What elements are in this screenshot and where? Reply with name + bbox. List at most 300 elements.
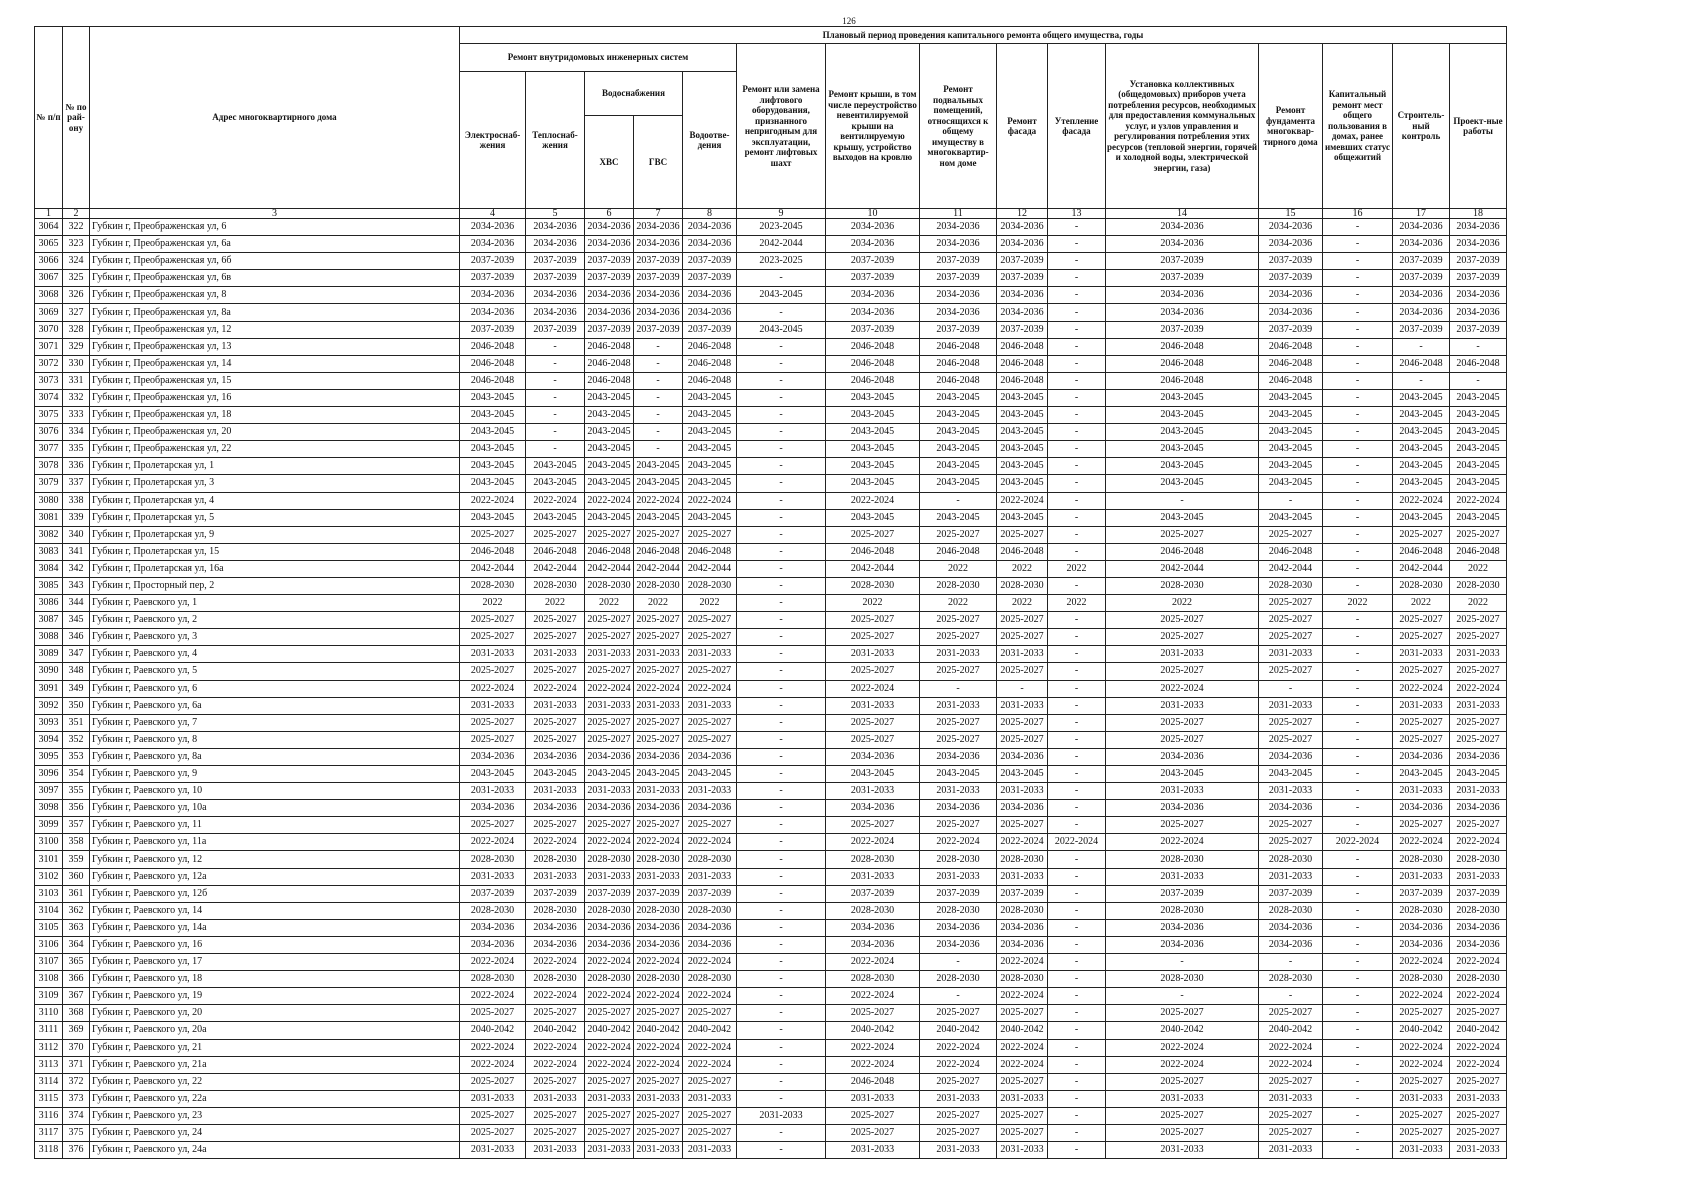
roof-period-cell: 2042-2044 (826, 560, 920, 577)
design-works-period-cell: 2025-2027 (1450, 1107, 1507, 1124)
sewerage-period-cell: 2046-2048 (683, 372, 737, 389)
dormitory-period-cell: - (1323, 971, 1393, 988)
elevator-period-cell: - (737, 389, 826, 406)
meters-period-cell: 2042-2044 (1106, 560, 1259, 577)
electricity-period-cell: 2022-2024 (460, 988, 526, 1005)
electricity-period-cell: 2028-2030 (460, 851, 526, 868)
cold-water-period-cell: 2025-2027 (585, 1005, 634, 1022)
construction-control-period-cell: 2034-2036 (1393, 919, 1450, 936)
construction-control-period-cell: 2022-2024 (1393, 680, 1450, 697)
electricity-period-cell: 2025-2027 (460, 731, 526, 748)
foundation-period-cell: 2022-2024 (1259, 1039, 1323, 1056)
table-row (35, 389, 1507, 406)
facade-insulation-period-cell: - (1048, 885, 1106, 902)
construction-control-period-cell: 2040-2042 (1393, 1022, 1450, 1039)
facade-insulation-period-cell: - (1048, 919, 1106, 936)
district-number-cell: 331 (63, 372, 90, 389)
basement-period-cell: 2046-2048 (920, 355, 997, 372)
row-number-cell: 3114 (35, 1073, 63, 1090)
meters-period-cell: 2031-2033 (1106, 646, 1259, 663)
address-cell: Губкин г, Преображенская ул, 13 (90, 338, 460, 355)
table-header (35, 27, 1507, 219)
sewerage-period-cell: 2046-2048 (683, 543, 737, 560)
facade-period-cell: 2046-2048 (997, 355, 1048, 372)
heating-period-cell: 2028-2030 (526, 577, 585, 594)
district-number-cell: 330 (63, 355, 90, 372)
design-works-period-cell: 2043-2045 (1450, 424, 1507, 441)
meters-period-cell: 2025-2027 (1106, 1124, 1259, 1141)
hot-water-period-cell: - (634, 372, 683, 389)
meters-period-cell: 2034-2036 (1106, 219, 1259, 236)
facade-insulation-period-cell: - (1048, 1039, 1106, 1056)
elevator-period-cell: - (737, 441, 826, 458)
facade-period-cell: 2028-2030 (997, 577, 1048, 594)
header-facade-insulation: Утепление фасада (1048, 44, 1106, 209)
district-number-cell: 328 (63, 321, 90, 338)
elevator-period-cell: - (737, 988, 826, 1005)
construction-control-period-cell: 2037-2039 (1393, 270, 1450, 287)
heating-period-cell: 2022-2024 (526, 834, 585, 851)
row-number-cell: 3115 (35, 1090, 63, 1107)
district-number-cell: 353 (63, 748, 90, 765)
table-row (35, 680, 1507, 697)
foundation-period-cell: - (1259, 988, 1323, 1005)
district-number-cell: 346 (63, 629, 90, 646)
address-cell: Губкин г, Раевского ул, 6 (90, 680, 460, 697)
foundation-period-cell: 2043-2045 (1259, 509, 1323, 526)
cold-water-period-cell: 2043-2045 (585, 475, 634, 492)
facade-period-cell: 2043-2045 (997, 475, 1048, 492)
foundation-period-cell: 2043-2045 (1259, 458, 1323, 475)
row-number-cell: 3080 (35, 492, 63, 509)
cold-water-period-cell: 2025-2027 (585, 1107, 634, 1124)
foundation-period-cell: 2034-2036 (1259, 219, 1323, 236)
elevator-period-cell: - (737, 697, 826, 714)
facade-period-cell: 2025-2027 (997, 1005, 1048, 1022)
hot-water-period-cell: 2025-2027 (634, 1005, 683, 1022)
table-row (35, 834, 1507, 851)
district-number-cell: 348 (63, 663, 90, 680)
header-planned-period: Плановый период проведения капитального ремонта общего имущества, годы (460, 27, 1507, 44)
district-number-cell: 355 (63, 783, 90, 800)
table-row (35, 851, 1507, 868)
basement-period-cell: 2040-2042 (920, 1022, 997, 1039)
elevator-period-cell: - (737, 748, 826, 765)
design-works-period-cell: 2025-2027 (1450, 817, 1507, 834)
heating-period-cell: - (526, 355, 585, 372)
dormitory-period-cell: - (1323, 954, 1393, 971)
hot-water-period-cell: 2031-2033 (634, 1142, 683, 1159)
hot-water-period-cell: 2025-2027 (634, 1073, 683, 1090)
facade-period-cell: 2043-2045 (997, 766, 1048, 783)
meters-period-cell: 2025-2027 (1106, 526, 1259, 543)
hot-water-period-cell: 2034-2036 (634, 800, 683, 817)
electricity-period-cell: 2046-2048 (460, 338, 526, 355)
sewerage-period-cell: 2028-2030 (683, 971, 737, 988)
dormitory-period-cell: - (1323, 800, 1393, 817)
basement-period-cell: 2022-2024 (920, 834, 997, 851)
facade-insulation-period-cell: - (1048, 219, 1106, 236)
column-number: 4 (460, 209, 526, 219)
district-number-cell: 334 (63, 424, 90, 441)
district-number-cell: 345 (63, 612, 90, 629)
meters-period-cell: 2046-2048 (1106, 355, 1259, 372)
row-number-cell: 3099 (35, 817, 63, 834)
facade-insulation-period-cell: - (1048, 270, 1106, 287)
facade-insulation-period-cell: - (1048, 287, 1106, 304)
basement-period-cell: 2031-2033 (920, 868, 997, 885)
table-row (35, 321, 1507, 338)
address-cell: Губкин г, Раевского ул, 5 (90, 663, 460, 680)
facade-insulation-period-cell: - (1048, 389, 1106, 406)
table-row (35, 509, 1507, 526)
roof-period-cell: 2025-2027 (826, 1107, 920, 1124)
meters-period-cell: 2043-2045 (1106, 424, 1259, 441)
facade-period-cell: 2034-2036 (997, 236, 1048, 253)
table-row (35, 766, 1507, 783)
hot-water-period-cell: 2034-2036 (634, 936, 683, 953)
construction-control-period-cell: 2034-2036 (1393, 748, 1450, 765)
elevator-period-cell: - (737, 1124, 826, 1141)
roof-period-cell: 2028-2030 (826, 851, 920, 868)
roof-period-cell: 2043-2045 (826, 475, 920, 492)
meters-period-cell: 2034-2036 (1106, 304, 1259, 321)
construction-control-period-cell: 2037-2039 (1393, 253, 1450, 270)
sewerage-period-cell: 2025-2027 (683, 526, 737, 543)
construction-control-period-cell: 2034-2036 (1393, 219, 1450, 236)
electricity-period-cell: 2037-2039 (460, 253, 526, 270)
address-cell: Губкин г, Преображенская ул, 6в (90, 270, 460, 287)
facade-period-cell: 2022-2024 (997, 988, 1048, 1005)
design-works-period-cell: 2034-2036 (1450, 936, 1507, 953)
cold-water-period-cell: 2034-2036 (585, 236, 634, 253)
district-number-cell: 344 (63, 595, 90, 612)
construction-control-period-cell: 2043-2045 (1393, 424, 1450, 441)
cold-water-period-cell: 2022-2024 (585, 1039, 634, 1056)
meters-period-cell: 2022-2024 (1106, 680, 1259, 697)
design-works-period-cell: 2034-2036 (1450, 287, 1507, 304)
cold-water-period-cell: 2022-2024 (585, 834, 634, 851)
table-row (35, 885, 1507, 902)
foundation-period-cell: 2025-2027 (1259, 612, 1323, 629)
design-works-period-cell: 2028-2030 (1450, 971, 1507, 988)
basement-period-cell: 2028-2030 (920, 577, 997, 594)
elevator-period-cell: - (737, 543, 826, 560)
basement-period-cell: 2046-2048 (920, 543, 997, 560)
sewerage-period-cell: 2022-2024 (683, 1056, 737, 1073)
address-cell: Губкин г, Пролетарская ул, 9 (90, 526, 460, 543)
row-number-cell: 3089 (35, 646, 63, 663)
meters-period-cell: 2046-2048 (1106, 372, 1259, 389)
foundation-period-cell: 2037-2039 (1259, 270, 1323, 287)
district-number-cell: 332 (63, 389, 90, 406)
address-cell: Губкин г, Преображенская ул, 6б (90, 253, 460, 270)
address-cell: Губкин г, Раевского ул, 21 (90, 1039, 460, 1056)
dormitory-period-cell: - (1323, 424, 1393, 441)
meters-period-cell: 2043-2045 (1106, 389, 1259, 406)
row-number-cell: 3090 (35, 663, 63, 680)
row-number-cell: 3097 (35, 783, 63, 800)
address-cell: Губкин г, Пролетарская ул, 1 (90, 458, 460, 475)
row-number-cell: 3079 (35, 475, 63, 492)
foundation-period-cell: - (1259, 492, 1323, 509)
district-number-cell: 324 (63, 253, 90, 270)
facade-period-cell: 2037-2039 (997, 270, 1048, 287)
elevator-period-cell: - (737, 868, 826, 885)
facade-period-cell: 2034-2036 (997, 800, 1048, 817)
district-number-cell: 362 (63, 902, 90, 919)
hot-water-period-cell: 2031-2033 (634, 646, 683, 663)
dormitory-period-cell: - (1323, 902, 1393, 919)
table-row (35, 1022, 1507, 1039)
column-number: 5 (526, 209, 585, 219)
facade-insulation-period-cell: - (1048, 304, 1106, 321)
sewerage-period-cell: 2025-2027 (683, 629, 737, 646)
column-number: 7 (634, 209, 683, 219)
basement-period-cell: 2025-2027 (920, 526, 997, 543)
meters-period-cell: 2031-2033 (1106, 1142, 1259, 1159)
header-heating: Теплоснаб-жения (526, 72, 585, 209)
address-cell: Губкин г, Раевского ул, 18 (90, 971, 460, 988)
table-row (35, 629, 1507, 646)
design-works-period-cell: 2031-2033 (1450, 868, 1507, 885)
dormitory-period-cell: - (1323, 475, 1393, 492)
hot-water-period-cell: 2022-2024 (634, 834, 683, 851)
construction-control-period-cell: 2025-2027 (1393, 1005, 1450, 1022)
heating-period-cell: - (526, 372, 585, 389)
table-row (35, 543, 1507, 560)
sewerage-period-cell: 2034-2036 (683, 236, 737, 253)
dormitory-period-cell: - (1323, 543, 1393, 560)
heating-period-cell: 2031-2033 (526, 868, 585, 885)
sewerage-period-cell: 2040-2042 (683, 1022, 737, 1039)
column-number: 1 (35, 209, 63, 219)
roof-period-cell: 2025-2027 (826, 731, 920, 748)
elevator-period-cell: - (737, 304, 826, 321)
hot-water-period-cell: 2034-2036 (634, 219, 683, 236)
cold-water-period-cell: 2025-2027 (585, 731, 634, 748)
facade-period-cell: 2043-2045 (997, 389, 1048, 406)
heating-period-cell: 2031-2033 (526, 783, 585, 800)
design-works-period-cell: 2043-2045 (1450, 407, 1507, 424)
row-number-cell: 3103 (35, 885, 63, 902)
district-number-cell: 370 (63, 1039, 90, 1056)
dormitory-period-cell: - (1323, 372, 1393, 389)
meters-period-cell: 2031-2033 (1106, 868, 1259, 885)
facade-period-cell: 2031-2033 (997, 783, 1048, 800)
dormitory-period-cell: 2022 (1323, 595, 1393, 612)
electricity-period-cell: 2022-2024 (460, 492, 526, 509)
district-number-cell: 361 (63, 885, 90, 902)
heating-period-cell: 2042-2044 (526, 560, 585, 577)
cold-water-period-cell: 2034-2036 (585, 800, 634, 817)
sewerage-period-cell: 2043-2045 (683, 766, 737, 783)
table-row (35, 219, 1507, 236)
foundation-period-cell: 2025-2027 (1259, 595, 1323, 612)
sewerage-period-cell: 2022-2024 (683, 834, 737, 851)
heating-period-cell: 2034-2036 (526, 236, 585, 253)
cold-water-period-cell: 2025-2027 (585, 817, 634, 834)
electricity-period-cell: 2025-2027 (460, 1005, 526, 1022)
elevator-period-cell: - (737, 954, 826, 971)
construction-control-period-cell: 2022-2024 (1393, 954, 1450, 971)
header-address: Адрес многоквартирного дома (90, 27, 460, 209)
elevator-period-cell: - (737, 424, 826, 441)
basement-period-cell: 2034-2036 (920, 304, 997, 321)
facade-period-cell: 2046-2048 (997, 338, 1048, 355)
dormitory-period-cell: - (1323, 1039, 1393, 1056)
sewerage-period-cell: 2022 (683, 595, 737, 612)
foundation-period-cell: 2034-2036 (1259, 304, 1323, 321)
roof-period-cell: 2022 (826, 595, 920, 612)
dormitory-period-cell: - (1323, 560, 1393, 577)
heating-period-cell: 2025-2027 (526, 612, 585, 629)
district-number-cell: 352 (63, 731, 90, 748)
basement-period-cell: 2025-2027 (920, 629, 997, 646)
hot-water-period-cell: 2022-2024 (634, 954, 683, 971)
facade-insulation-period-cell: - (1048, 629, 1106, 646)
meters-period-cell: 2040-2042 (1106, 1022, 1259, 1039)
electricity-period-cell: 2031-2033 (460, 697, 526, 714)
meters-period-cell: - (1106, 492, 1259, 509)
construction-control-period-cell: 2034-2036 (1393, 936, 1450, 953)
roof-period-cell: 2037-2039 (826, 321, 920, 338)
sewerage-period-cell: 2046-2048 (683, 355, 737, 372)
column-number: 6 (585, 209, 634, 219)
basement-period-cell: 2043-2045 (920, 424, 997, 441)
meters-period-cell: 2025-2027 (1106, 612, 1259, 629)
roof-period-cell: 2025-2027 (826, 1005, 920, 1022)
elevator-period-cell: - (737, 475, 826, 492)
heating-period-cell: 2025-2027 (526, 1124, 585, 1141)
facade-insulation-period-cell: - (1048, 936, 1106, 953)
heating-period-cell: 2025-2027 (526, 1005, 585, 1022)
electricity-period-cell: 2040-2042 (460, 1022, 526, 1039)
facade-period-cell: 2046-2048 (997, 543, 1048, 560)
table-row (35, 287, 1507, 304)
header-design-works: Проект-ные работы (1450, 44, 1507, 209)
construction-control-period-cell: 2043-2045 (1393, 475, 1450, 492)
construction-control-period-cell: 2043-2045 (1393, 407, 1450, 424)
design-works-period-cell: 2022-2024 (1450, 1056, 1507, 1073)
district-number-cell: 367 (63, 988, 90, 1005)
district-number-cell: 358 (63, 834, 90, 851)
sewerage-period-cell: 2034-2036 (683, 287, 737, 304)
hot-water-period-cell: 2025-2027 (634, 731, 683, 748)
sewerage-period-cell: 2025-2027 (683, 731, 737, 748)
address-cell: Губкин г, Раевского ул, 20а (90, 1022, 460, 1039)
foundation-period-cell: 2046-2048 (1259, 372, 1323, 389)
basement-period-cell: - (920, 988, 997, 1005)
roof-period-cell: 2043-2045 (826, 407, 920, 424)
cold-water-period-cell: 2022-2024 (585, 988, 634, 1005)
dormitory-period-cell: - (1323, 219, 1393, 236)
address-cell: Губкин г, Раевского ул, 24а (90, 1142, 460, 1159)
elevator-period-cell: - (737, 1056, 826, 1073)
construction-control-period-cell: 2025-2027 (1393, 714, 1450, 731)
cold-water-period-cell: 2031-2033 (585, 868, 634, 885)
foundation-period-cell: 2043-2045 (1259, 475, 1323, 492)
design-works-period-cell: 2028-2030 (1450, 902, 1507, 919)
electricity-period-cell: 2031-2033 (460, 1090, 526, 1107)
elevator-period-cell: 2031-2033 (737, 1107, 826, 1124)
facade-period-cell: 2046-2048 (997, 372, 1048, 389)
electricity-period-cell: 2034-2036 (460, 287, 526, 304)
facade-insulation-period-cell: - (1048, 868, 1106, 885)
facade-period-cell: 2025-2027 (997, 526, 1048, 543)
design-works-period-cell: 2043-2045 (1450, 766, 1507, 783)
facade-period-cell: 2040-2042 (997, 1022, 1048, 1039)
facade-insulation-period-cell: - (1048, 321, 1106, 338)
facade-period-cell: 2043-2045 (997, 458, 1048, 475)
address-cell: Губкин г, Раевского ул, 17 (90, 954, 460, 971)
heating-period-cell: 2025-2027 (526, 526, 585, 543)
table-row (35, 1005, 1507, 1022)
dormitory-period-cell: - (1323, 783, 1393, 800)
district-number-cell: 342 (63, 560, 90, 577)
cold-water-period-cell: 2037-2039 (585, 253, 634, 270)
heating-period-cell: 2031-2033 (526, 1142, 585, 1159)
heating-period-cell: 2022-2024 (526, 1039, 585, 1056)
cold-water-period-cell: 2043-2045 (585, 424, 634, 441)
cold-water-period-cell: 2022-2024 (585, 492, 634, 509)
basement-period-cell: 2037-2039 (920, 270, 997, 287)
column-number: 17 (1393, 209, 1450, 219)
design-works-period-cell: 2034-2036 (1450, 919, 1507, 936)
row-number-cell: 3072 (35, 355, 63, 372)
table-row (35, 441, 1507, 458)
address-cell: Губкин г, Раевского ул, 2 (90, 612, 460, 629)
construction-control-period-cell: - (1393, 338, 1450, 355)
district-number-cell: 356 (63, 800, 90, 817)
construction-control-period-cell: 2028-2030 (1393, 577, 1450, 594)
meters-period-cell: 2022-2024 (1106, 1039, 1259, 1056)
hot-water-period-cell: 2037-2039 (634, 885, 683, 902)
table-row (35, 1090, 1507, 1107)
address-cell: Губкин г, Преображенская ул, 6а (90, 236, 460, 253)
construction-control-period-cell: 2031-2033 (1393, 868, 1450, 885)
row-number-cell: 3076 (35, 424, 63, 441)
hot-water-period-cell: 2040-2042 (634, 1022, 683, 1039)
design-works-period-cell: - (1450, 372, 1507, 389)
sewerage-period-cell: 2022-2024 (683, 988, 737, 1005)
hot-water-period-cell: 2043-2045 (634, 458, 683, 475)
table-row (35, 1142, 1507, 1159)
heating-period-cell: 2043-2045 (526, 766, 585, 783)
foundation-period-cell: 2025-2027 (1259, 1107, 1323, 1124)
district-number-cell: 339 (63, 509, 90, 526)
district-number-cell: 333 (63, 407, 90, 424)
dormitory-period-cell: - (1323, 270, 1393, 287)
facade-insulation-period-cell: - (1048, 492, 1106, 509)
electricity-period-cell: 2043-2045 (460, 424, 526, 441)
row-number-cell: 3084 (35, 560, 63, 577)
facade-period-cell: 2022-2024 (997, 1056, 1048, 1073)
row-number-cell: 3073 (35, 372, 63, 389)
design-works-period-cell: 2025-2027 (1450, 612, 1507, 629)
construction-control-period-cell: 2022-2024 (1393, 492, 1450, 509)
basement-period-cell: 2037-2039 (920, 885, 997, 902)
heating-period-cell: 2022-2024 (526, 954, 585, 971)
roof-period-cell: 2034-2036 (826, 304, 920, 321)
table-row (35, 663, 1507, 680)
sewerage-period-cell: 2031-2033 (683, 783, 737, 800)
header-basement: Ремонт подвальных помещений, относящихся к общему имуществу в многоквартир-ном доме (920, 44, 997, 209)
foundation-period-cell: 2037-2039 (1259, 321, 1323, 338)
facade-period-cell: 2034-2036 (997, 748, 1048, 765)
dormitory-period-cell: - (1323, 663, 1393, 680)
facade-insulation-period-cell: - (1048, 407, 1106, 424)
